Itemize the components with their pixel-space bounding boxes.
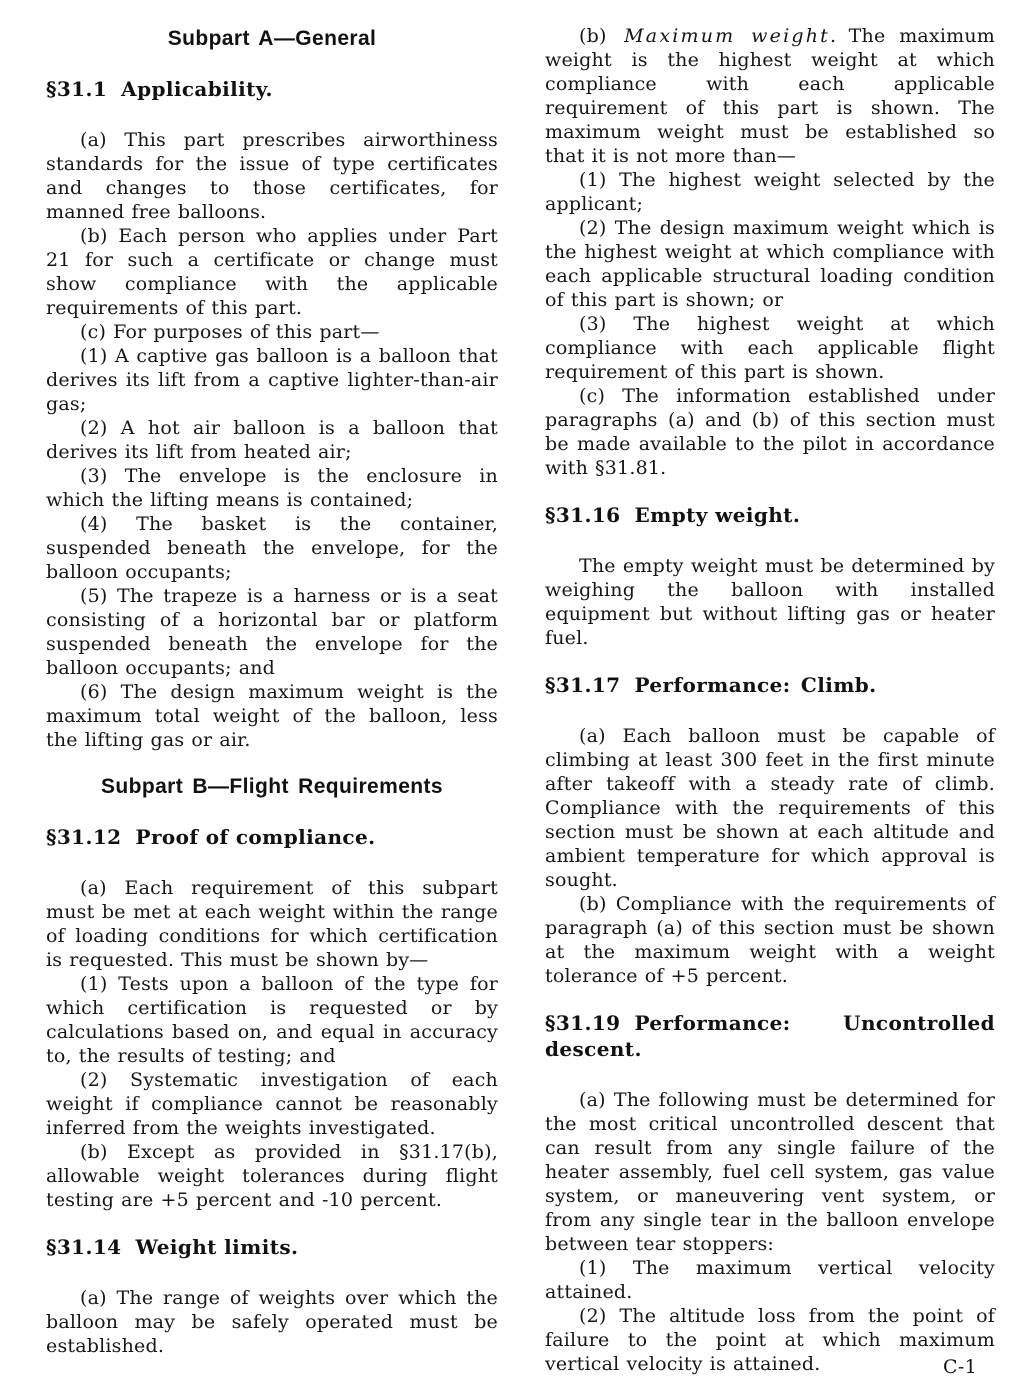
para-31-16-body: The empty weight must be determined by weighing the balloon with installed equipment but without lifting gas or heater fuel. <box>545 555 995 649</box>
para-31-19-a-1: (1) The maximum vertical velocity attained. <box>545 1257 995 1303</box>
para-31-14-b <box>545 24 995 168</box>
section-number: §31.19 <box>545 1011 621 1035</box>
para-31-14-c: (c) The information established under paragraphs (a) and (b) of this section must be made available to the pilot in accordance with §31.81. <box>545 385 995 479</box>
section-31-14-heading <box>46 1234 498 1260</box>
para-31-12-a-1: (1) Tests upon a balloon of the type for which certification is requested or by calculations based on, and equal in accuracy to, the results of testing; and <box>46 973 498 1067</box>
section-31-17-heading <box>545 672 995 698</box>
section-number: §31.16 <box>545 503 621 527</box>
section-number: §31.14 <box>46 1235 122 1259</box>
section-number: §31.12 <box>46 825 122 849</box>
heading-line-1-left <box>545 1010 791 1036</box>
para-31-1-c-6: (6) The design maximum weight is the maximum total weight of the balloon, less the lifting gas or air. <box>46 681 498 751</box>
two-column-layout <box>46 24 995 1376</box>
right-column <box>545 24 995 1376</box>
para-31-1-c-2: (2) A hot air balloon is a balloon that derives its lift from heated air; <box>46 417 498 463</box>
section-number: §31.1 <box>46 77 108 101</box>
section-31-19-heading <box>545 1010 995 1062</box>
para-31-14-a: (a) The range of weights over which the balloon may be safely operated must be established. <box>46 1287 498 1357</box>
para-31-1-a: (a) This part prescribes airworthiness standards for the issue of type certificates and changes to those certificates, for manned free balloons. <box>46 129 498 223</box>
para-31-17-a: (a) Each balloon must be capable of climbing at least 300 feet in the first minute after takeoff with a steady rate of climb. Compliance with the requirements of this section must be shown at each altitude and ambient temperature for which approval is sought. <box>545 725 995 891</box>
para-31-1-c-5: (5) The trapeze is a harness or is a seat consisting of a horizontal bar or platform suspended beneath the envelope for the balloon occupants; and <box>46 585 498 679</box>
left-column <box>46 24 498 1358</box>
para-31-12-b: (b) Except as provided in §31.17(b), allowable weight tolerances during flight testing are +5 percent and -10 percent. <box>46 1141 498 1211</box>
para-31-19-a-2: (2) The altitude loss from the point of failure to the point at which maximum vertical velocity is attained. <box>545 1305 995 1375</box>
para-31-1-c-4: (4) The basket is the container, suspended beneath the envelope, for the balloon occupants; <box>46 513 498 583</box>
para-31-17-b: (b) Compliance with the requirements of paragraph (a) of this section must be shown at the maximum weight with a weight tolerance of +5 percent. <box>545 893 995 987</box>
para-31-14-b-2: (2) The design maximum weight which is the highest weight at which compliance with each applicable structural loading condition of this part is shown; or <box>545 217 995 311</box>
section-title-part-1: Performance: <box>634 1011 791 1035</box>
section-title: Weight limits. <box>135 1235 299 1259</box>
defined-term-italic: Maximum weight. <box>624 25 839 47</box>
heading-line-1 <box>545 1010 995 1036</box>
section-title: Empty weight. <box>634 503 801 527</box>
section-31-1-heading <box>46 76 498 102</box>
para-label: (b) <box>579 25 607 47</box>
para-31-14-b-1: (1) The highest weight selected by the applicant; <box>545 169 995 215</box>
section-title: Performance: Climb. <box>634 673 877 697</box>
section-title-part-2: Uncontrolled <box>843 1011 995 1035</box>
para-31-1-b: (b) Each person who applies under Part 21 for such a certificate or change must show compliance with the applicable requirements of this part. <box>46 225 498 319</box>
section-title: Applicability. <box>121 77 273 101</box>
page-number: C-1 <box>943 1356 977 1378</box>
para-31-12-a: (a) Each requirement of this subpart must be met at each weight within the range of loading conditions for which certification is requested. This must be shown by— <box>46 877 498 971</box>
section-number: §31.17 <box>545 673 621 697</box>
para-31-12-a-2: (2) Systematic investigation of each weight if compliance cannot be reasonably inferred from the weights investigated. <box>46 1069 498 1139</box>
para-31-14-b-3: (3) The highest weight at which compliance with each applicable flight requirement of this part is shown. <box>545 313 995 383</box>
para-31-19-a: (a) The following must be determined for the most critical uncontrolled descent that can result from any single failure of the heater assembly, fuel cell system, gas value system, or maneuvering vent system, or from any single tear in the balloon envelope between tear stoppers: <box>545 1089 995 1255</box>
para-31-1-c-3: (3) The envelope is the enclosure in which the lifting means is contained; <box>46 465 498 511</box>
heading-line-2: descent. <box>545 1037 642 1061</box>
section-31-12-heading <box>46 824 498 850</box>
subpart-a-heading: Subpart A—General <box>167 27 377 50</box>
subpart-b-heading: Subpart B—Flight Requirements <box>101 775 443 798</box>
section-31-16-heading <box>545 502 995 528</box>
para-31-1-c-1: (1) A captive gas balloon is a balloon that derives its lift from a captive lighter-than-air gas; <box>46 345 498 415</box>
para-31-1-c: (c) For purposes of this part— <box>80 321 380 343</box>
para-body-text: The maximum weight is the highest weight at which compliance with each applicable requirement of this part is shown. The maximum weight must be established so that it is not more than— <box>545 25 995 167</box>
section-title: Proof of compliance. <box>135 825 376 849</box>
